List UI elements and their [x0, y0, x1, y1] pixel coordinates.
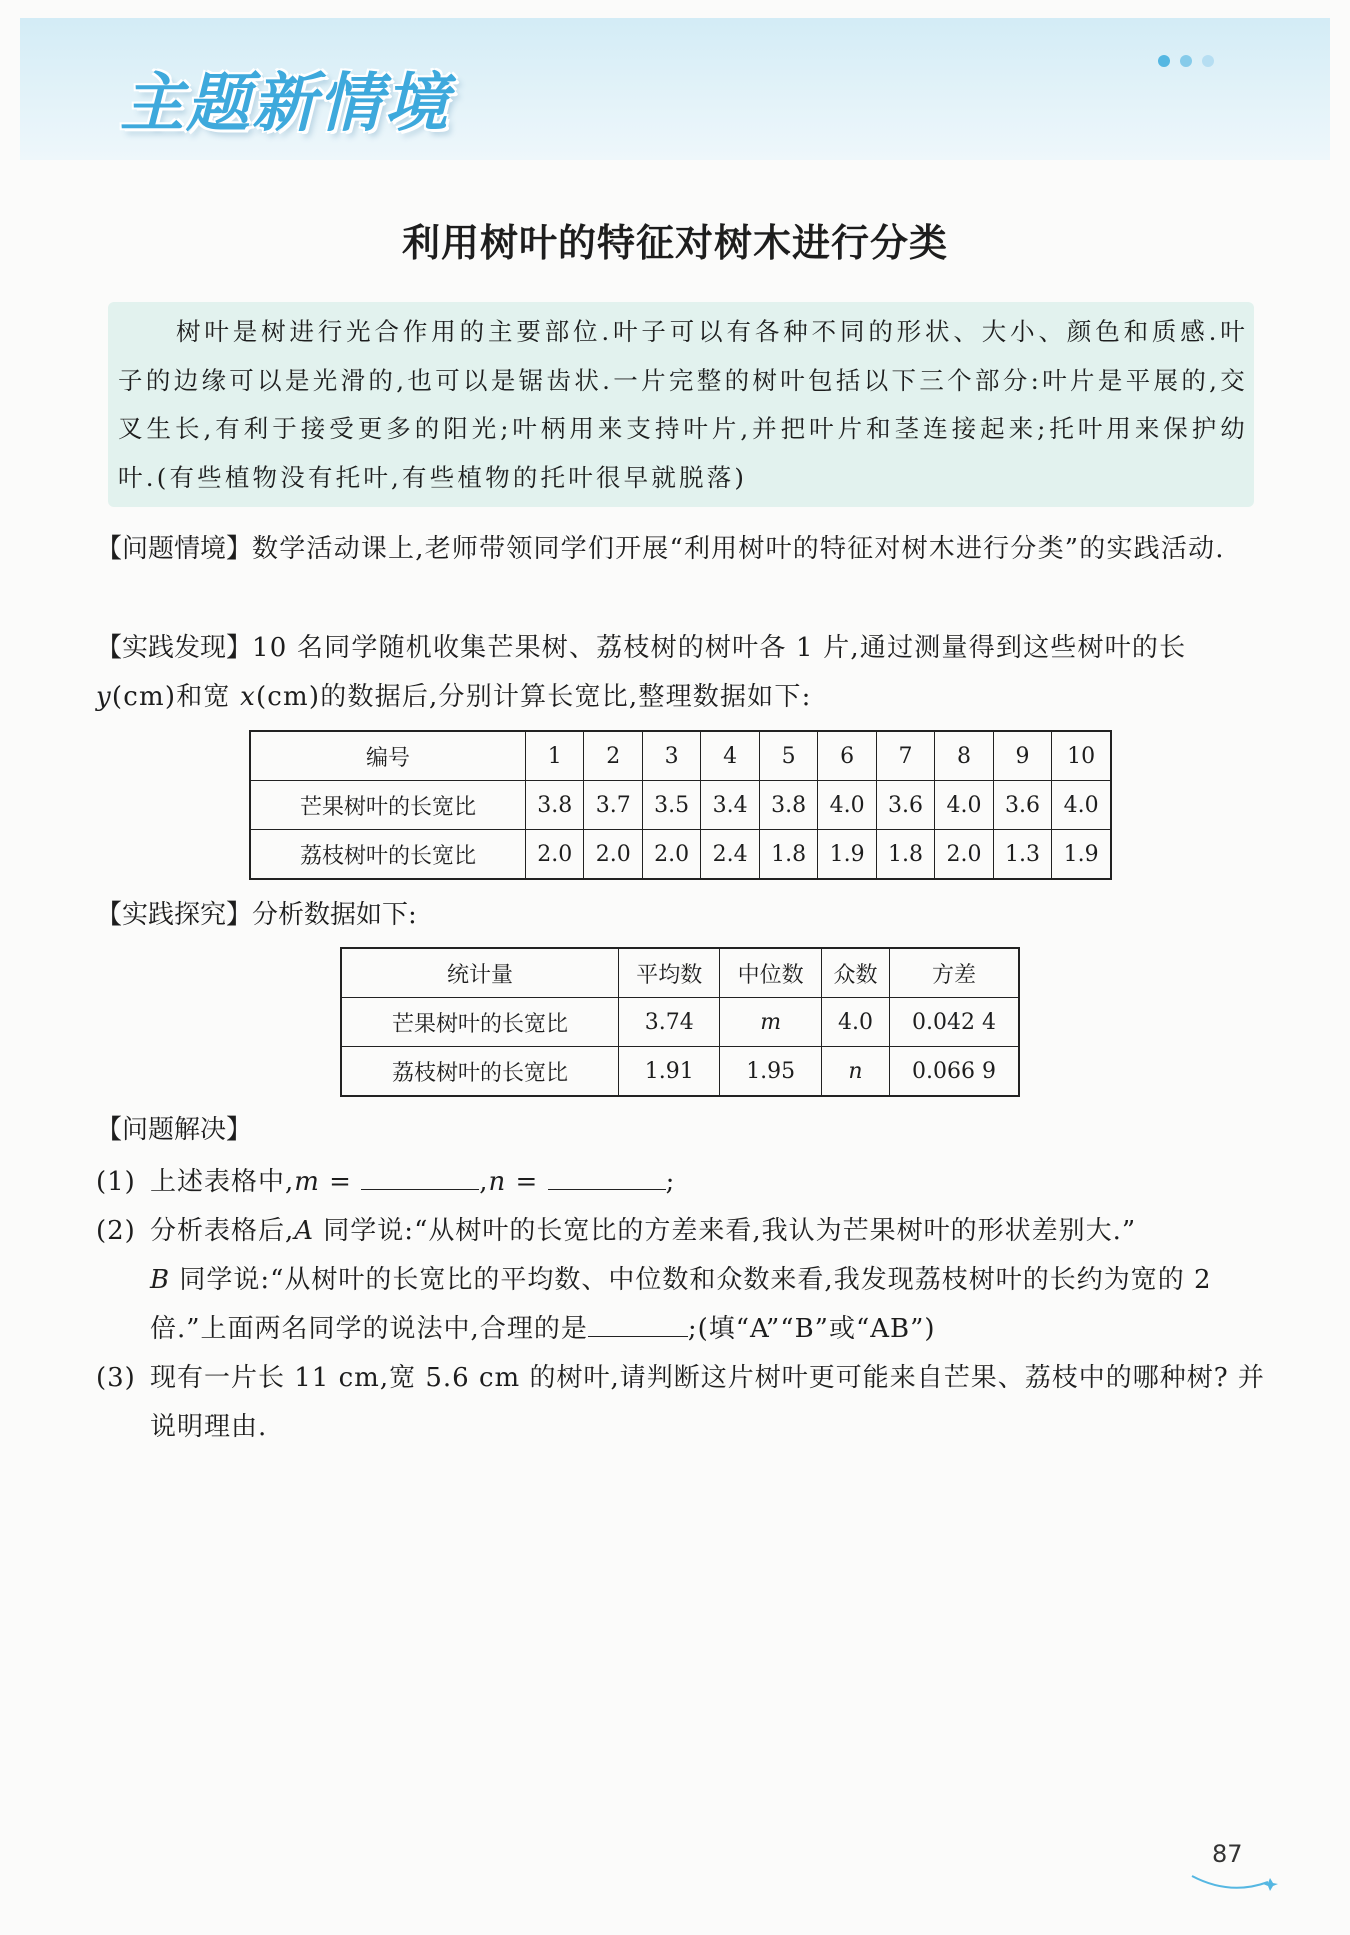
answer-blank-m[interactable]: [361, 1161, 479, 1190]
table-header-cell: 7: [876, 731, 934, 781]
table-cell: 2.4: [701, 830, 759, 880]
table-cell: 4.0: [1052, 781, 1111, 830]
n-variable: n: [488, 1167, 507, 1197]
table-cell: 2.0: [935, 830, 993, 880]
table-header-cell: 3: [642, 731, 700, 781]
table-cell: 3.6: [993, 781, 1051, 830]
question-number: (3): [96, 1363, 136, 1393]
table-cell: 3.6: [876, 781, 934, 830]
row-label: 芒果树叶的长宽比: [250, 781, 526, 830]
q2-text-d: ;(填“A”“B”或“AB”): [687, 1314, 936, 1344]
table-cell: 1.8: [876, 830, 934, 880]
table-cell: m: [720, 998, 821, 1047]
practice-inquiry: [96, 891, 1271, 940]
table-header-cell: 10: [1052, 731, 1111, 781]
table-header-cell: 统计量: [341, 948, 619, 998]
q2-text-a: 分析表格后,: [150, 1216, 295, 1246]
table-cell: 3.7: [584, 781, 642, 830]
q2-text-b: 同学说:“从树叶的长宽比的方差来看,我认为芒果树叶的形状差别大.”: [314, 1216, 1137, 1246]
row-label: 芒果树叶的长宽比: [341, 998, 619, 1047]
table-row: [250, 830, 1111, 880]
table-cell: 1.91: [619, 1047, 720, 1097]
table-cell: 2.0: [642, 830, 700, 880]
table-cell: 1.3: [993, 830, 1051, 880]
problem-solving-label: 【问题解决】: [96, 1115, 253, 1145]
leaf-ratio-table: [249, 730, 1112, 880]
table-row: [250, 781, 1111, 830]
discovery-label: 【实践发现】: [96, 633, 253, 663]
question-number: (1): [96, 1167, 136, 1197]
problem-scenario: [96, 525, 1271, 574]
table-header-cell: 2: [584, 731, 642, 781]
table-header-cell: 5: [759, 731, 817, 781]
table-cell: 3.74: [619, 998, 720, 1047]
question-2: [96, 1207, 1271, 1354]
q1-text: 上述表格中,: [150, 1167, 295, 1197]
question-1: [96, 1158, 1271, 1207]
table-header-cell: 4: [701, 731, 759, 781]
table-header-cell: 平均数: [619, 948, 720, 998]
practice-discovery: [96, 624, 1271, 722]
table-cell: 4.0: [821, 998, 889, 1047]
terminator: ;: [665, 1167, 676, 1197]
m-variable: m: [294, 1167, 320, 1197]
table-header-cell: 1: [526, 731, 584, 781]
table-cell: 3.5: [642, 781, 700, 830]
table-header-cell: 编号: [250, 731, 526, 781]
table-cell: 2.0: [526, 830, 584, 880]
scenario-text: 数学活动课上,老师带领同学们开展“利用树叶的特征对树木进行分类”的实践活动.: [252, 534, 1225, 564]
equals-sign: =: [506, 1167, 548, 1197]
dot-icon: [1202, 55, 1214, 67]
table-header-cell: 6: [818, 731, 876, 781]
inquiry-label: 【实践探究】: [96, 900, 253, 930]
intro-paragraph: 树叶是树进行光合作用的主要部位.叶子可以有各种不同的形状、大小、颜色和质感.叶子的边缘可以是光滑的,也可以是锯齿状.一片完整的树叶包括以下三个部分:叶片是平展的,交叉生长,有利于接受更多的阳光;叶柄用来支持叶片,并把叶片和茎连接起来;托叶用来保护幼叶.(有些植物没有托叶,有些植物的托叶很早就脱落): [118, 317, 1248, 492]
table-header-cell: 方差: [890, 948, 1019, 998]
table-row: [341, 1047, 1019, 1097]
student-b: B: [150, 1265, 171, 1295]
table-cell: 2.0: [584, 830, 642, 880]
student-a: A: [294, 1216, 315, 1246]
answer-blank-choice[interactable]: [588, 1308, 688, 1337]
statistics-table: [340, 947, 1020, 1097]
table-cell: 1.9: [818, 830, 876, 880]
scenario-label: 【问题情境】: [96, 534, 253, 564]
table-header-cell: 中位数: [720, 948, 821, 998]
q3-text: 现有一片长 11 cm,宽 5.6 cm 的树叶,请判断这片树叶更可能来自芒果、荔枝中的哪种树? 并说明理由.: [150, 1363, 1265, 1442]
section-banner-title: 主题新情境: [120, 67, 450, 141]
discovery-text-a: 10 名同学随机收集芒果树、荔枝树的树叶各 1 片,通过测量得到这些树叶的长: [252, 633, 1187, 663]
table-cell: 1.8: [759, 830, 817, 880]
x-variable: x: [240, 682, 256, 712]
banner-dots-decoration: [1158, 52, 1224, 71]
equals-sign: =: [319, 1167, 362, 1197]
q2-text-c: 同学说:“从树叶的长宽比的平均数、中位数和众数来看,我发现荔枝树叶的长约为宽的 2 倍.”上面两名同学的说法中,合理的是: [150, 1265, 1212, 1344]
table-header-cell: 8: [935, 731, 993, 781]
table-cell: 0.066 9: [890, 1047, 1019, 1097]
table-cell: 3.8: [526, 781, 584, 830]
table-header-cell: 9: [993, 731, 1051, 781]
page-number: 87: [1212, 1840, 1243, 1868]
page-number-swoosh-icon: [1190, 1874, 1280, 1896]
table-cell: 3.8: [759, 781, 817, 830]
row-label: 荔枝树叶的长宽比: [341, 1047, 619, 1097]
y-variable: y: [96, 682, 112, 712]
row-label: 荔枝树叶的长宽比: [250, 830, 526, 880]
table-cell: n: [821, 1047, 889, 1097]
table-row: [341, 948, 1019, 998]
table-row: [250, 731, 1111, 781]
table-cell: 1.95: [720, 1047, 821, 1097]
page-title: 利用树叶的特征对树木进行分类: [401, 220, 948, 265]
table-cell: 4.0: [818, 781, 876, 830]
table-cell: 0.042 4: [890, 998, 1019, 1047]
discovery-text-c: (cm)的数据后,分别计算长宽比,整理数据如下:: [255, 682, 812, 712]
table-cell: 4.0: [935, 781, 993, 830]
table-cell: 3.4: [701, 781, 759, 830]
inquiry-text: 分析数据如下:: [252, 900, 417, 930]
answer-blank-n[interactable]: [548, 1161, 666, 1190]
question-number: (2): [96, 1216, 136, 1246]
table-cell: 1.9: [1052, 830, 1111, 880]
table-row: [341, 998, 1019, 1047]
question-3: [96, 1354, 1271, 1452]
separator: ,: [479, 1167, 489, 1197]
discovery-text-b: (cm)和宽: [111, 682, 241, 712]
table-header-cell: 众数: [821, 948, 889, 998]
dot-icon: [1180, 55, 1192, 67]
dot-icon: [1158, 55, 1170, 67]
